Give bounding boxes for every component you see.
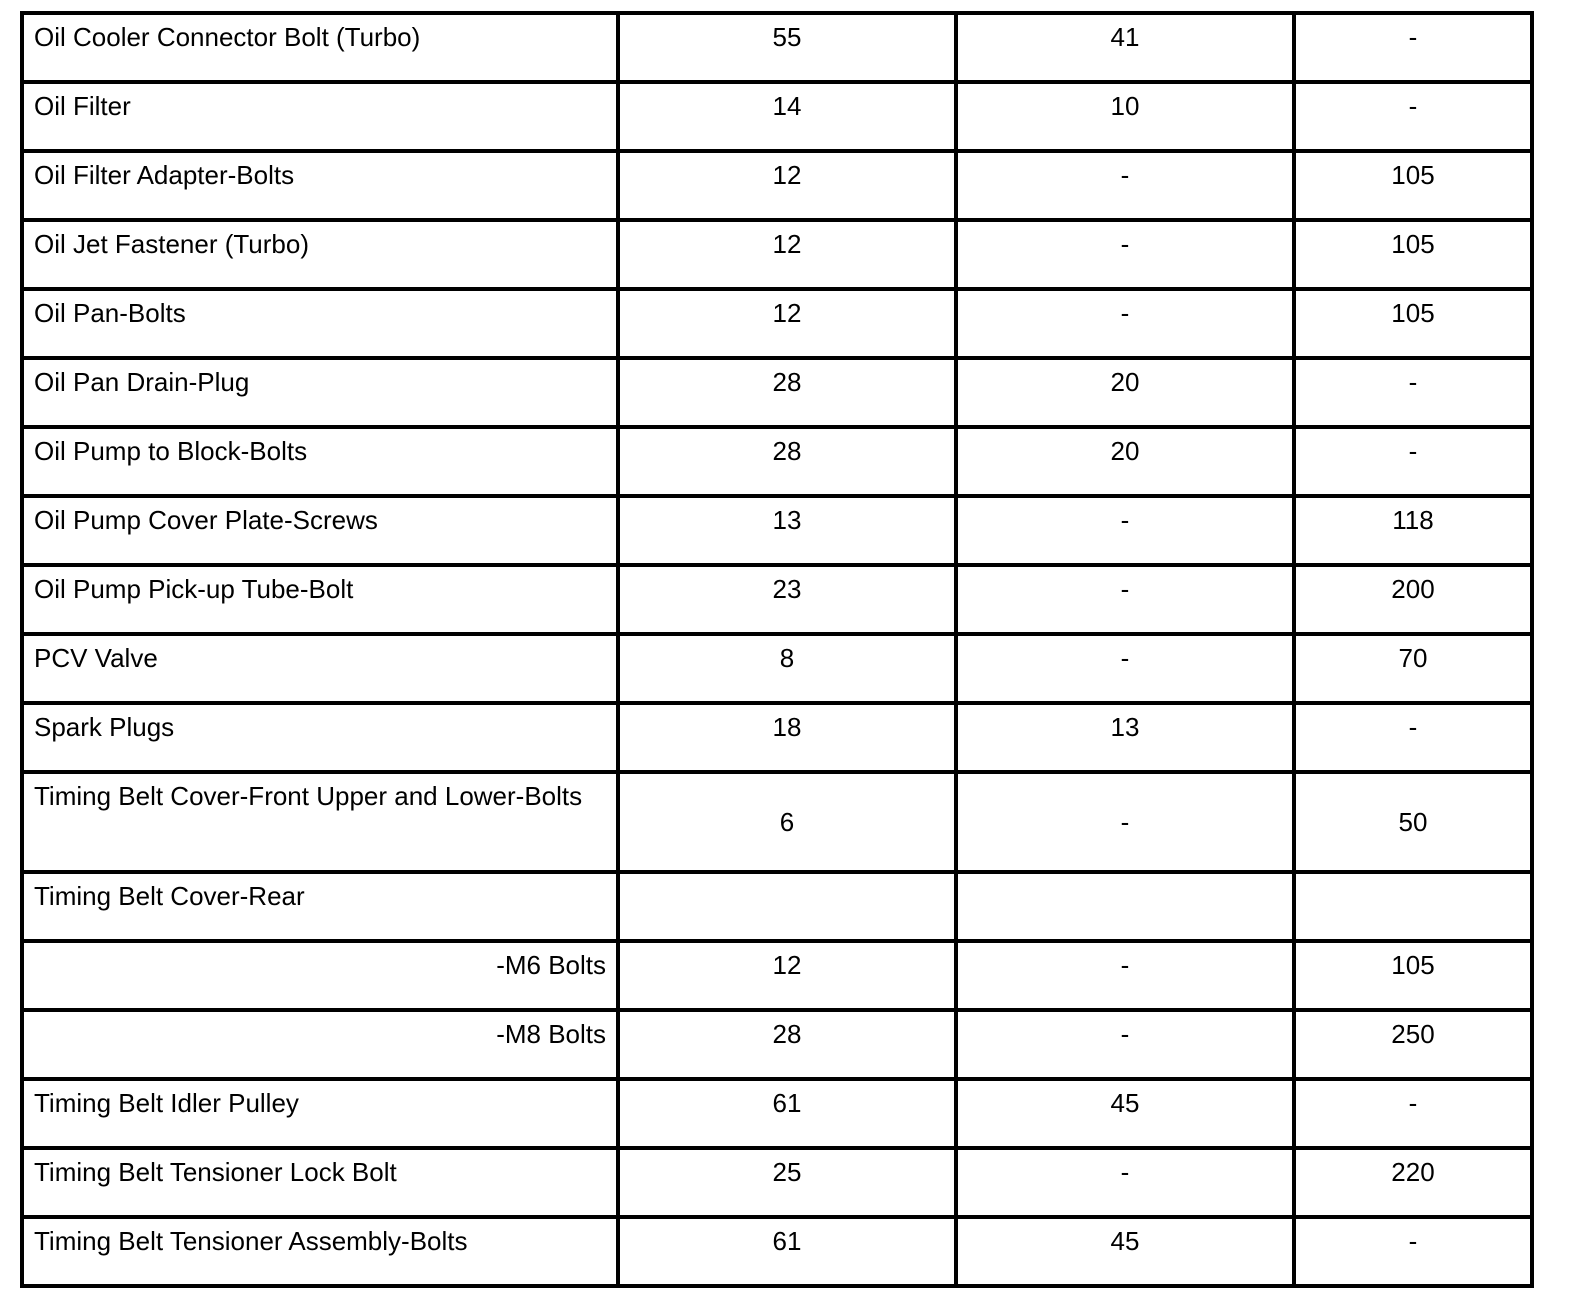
lb-in-cell: - — [1294, 13, 1532, 82]
lb-ft-cell: 10 — [956, 82, 1294, 151]
nm-cell: 61 — [618, 1217, 956, 1286]
fastener-cell: -M6 Bolts — [22, 941, 618, 1010]
nm-cell: 55 — [618, 13, 956, 82]
lb-in-cell: 250 — [1294, 1010, 1532, 1079]
lb-in-cell: 50 — [1294, 772, 1532, 872]
nm-cell: 12 — [618, 289, 956, 358]
fastener-cell: Timing Belt Cover-Front Upper and Lower-Bolts — [22, 772, 618, 872]
fastener-cell: Oil Filter — [22, 82, 618, 151]
fastener-cell: -M8 Bolts — [22, 1010, 618, 1079]
nm-cell: 28 — [618, 358, 956, 427]
lb-in-cell: 105 — [1294, 289, 1532, 358]
lb-ft-cell: - — [956, 289, 1294, 358]
table-row — [22, 772, 1532, 872]
lb-in-cell: 105 — [1294, 151, 1532, 220]
table-row — [22, 634, 1532, 703]
nm-cell: 18 — [618, 703, 956, 772]
nm-cell: 28 — [618, 427, 956, 496]
nm-cell: 12 — [618, 941, 956, 1010]
lb-ft-cell: - — [956, 220, 1294, 289]
nm-cell — [618, 872, 956, 941]
fastener-cell: Spark Plugs — [22, 703, 618, 772]
table-row — [22, 1079, 1532, 1148]
fastener-cell: PCV Valve — [22, 634, 618, 703]
lb-ft-cell: - — [956, 634, 1294, 703]
lb-ft-cell: 45 — [956, 1217, 1294, 1286]
lb-ft-cell: 20 — [956, 358, 1294, 427]
fastener-cell: Timing Belt Idler Pulley — [22, 1079, 618, 1148]
lb-ft-cell: 20 — [956, 427, 1294, 496]
lb-ft-cell — [956, 872, 1294, 941]
fastener-cell: Timing Belt Tensioner Assembly-Bolts — [22, 1217, 618, 1286]
table-row — [22, 220, 1532, 289]
table-row — [22, 1217, 1532, 1286]
nm-cell: 14 — [618, 82, 956, 151]
fastener-cell: Oil Pan-Bolts — [22, 289, 618, 358]
torque-spec-table — [20, 11, 1534, 1288]
nm-cell: 61 — [618, 1079, 956, 1148]
lb-in-cell: 200 — [1294, 565, 1532, 634]
table-row — [22, 13, 1532, 82]
fastener-cell: Timing Belt Tensioner Lock Bolt — [22, 1148, 618, 1217]
table-row — [22, 703, 1532, 772]
fastener-cell: Oil Cooler Connector Bolt (Turbo) — [22, 13, 618, 82]
lb-in-cell: - — [1294, 82, 1532, 151]
table-row — [22, 427, 1532, 496]
table-row — [22, 82, 1532, 151]
lb-ft-cell: 13 — [956, 703, 1294, 772]
lb-ft-cell: - — [956, 772, 1294, 872]
fastener-cell: Oil Jet Fastener (Turbo) — [22, 220, 618, 289]
nm-cell: 13 — [618, 496, 956, 565]
fastener-cell: Oil Filter Adapter-Bolts — [22, 151, 618, 220]
lb-in-cell: 220 — [1294, 1148, 1532, 1217]
fastener-cell: Oil Pump to Block-Bolts — [22, 427, 618, 496]
lb-ft-cell: - — [956, 151, 1294, 220]
lb-in-cell: 70 — [1294, 634, 1532, 703]
lb-in-cell: 118 — [1294, 496, 1532, 565]
table-row — [22, 565, 1532, 634]
fastener-cell: Timing Belt Cover-Rear — [22, 872, 618, 941]
table-row — [22, 1010, 1532, 1079]
nm-cell: 28 — [618, 1010, 956, 1079]
lb-in-cell: 105 — [1294, 941, 1532, 1010]
nm-cell: 12 — [618, 151, 956, 220]
table-row — [22, 289, 1532, 358]
lb-ft-cell: - — [956, 1010, 1294, 1079]
nm-cell: 12 — [618, 220, 956, 289]
lb-in-cell: - — [1294, 1217, 1532, 1286]
lb-ft-cell: 41 — [956, 13, 1294, 82]
nm-cell: 23 — [618, 565, 956, 634]
lb-ft-cell: - — [956, 1148, 1294, 1217]
table-row — [22, 1148, 1532, 1217]
lb-ft-cell: - — [956, 565, 1294, 634]
table-row — [22, 151, 1532, 220]
lb-in-cell: - — [1294, 703, 1532, 772]
lb-in-cell — [1294, 872, 1532, 941]
lb-in-cell: 105 — [1294, 220, 1532, 289]
nm-cell: 8 — [618, 634, 956, 703]
fastener-cell: Oil Pump Cover Plate-Screws — [22, 496, 618, 565]
table-row — [22, 358, 1532, 427]
table-row — [22, 872, 1532, 941]
lb-in-cell: - — [1294, 358, 1532, 427]
lb-ft-cell: - — [956, 941, 1294, 1010]
fastener-cell: Oil Pan Drain-Plug — [22, 358, 618, 427]
table-row — [22, 941, 1532, 1010]
nm-cell: 6 — [618, 772, 956, 872]
fastener-cell: Oil Pump Pick-up Tube-Bolt — [22, 565, 618, 634]
nm-cell: 25 — [618, 1148, 956, 1217]
lb-in-cell: - — [1294, 1079, 1532, 1148]
lb-ft-cell: 45 — [956, 1079, 1294, 1148]
lb-in-cell: - — [1294, 427, 1532, 496]
table-row — [22, 496, 1532, 565]
lb-ft-cell: - — [956, 496, 1294, 565]
